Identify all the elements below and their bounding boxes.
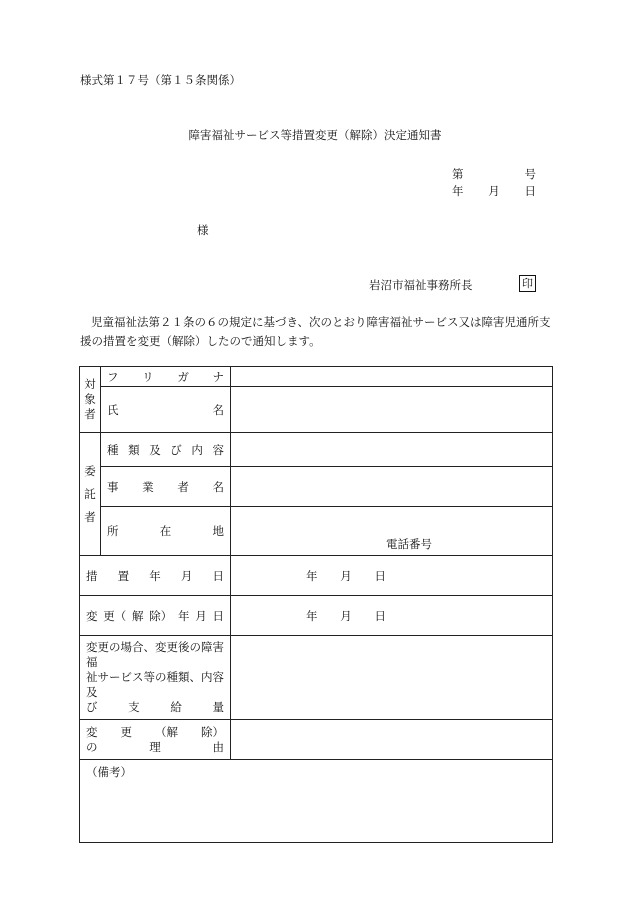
change-date-value[interactable]: 年 月 日	[231, 596, 553, 636]
date-month: 月	[488, 184, 500, 198]
document-number-line	[452, 166, 536, 182]
date-day: 日	[524, 184, 536, 198]
service-type-label: 種 類 及 び 内 容	[101, 433, 231, 467]
consignee-group-label: 委 託 者	[80, 433, 101, 556]
number-prefix: 第	[452, 167, 464, 181]
notice-table	[79, 366, 553, 843]
reason-label: 変 更 （解 除） の 理 由	[80, 720, 231, 760]
remarks-label: （備考）	[86, 765, 132, 779]
change-date-label: 変 更（ 解 除） 年 月 日	[80, 596, 231, 636]
business-name-label: 事 業 者 名	[101, 467, 231, 507]
name-label: 氏 名	[101, 387, 231, 433]
business-name-value[interactable]	[231, 467, 553, 507]
addressee-suffix: 様	[197, 223, 209, 237]
issue-date-line	[452, 183, 536, 199]
notice-body-text: 児童福祉法第２１条の６の規定に基づき、次のとおり障害福祉サービス又は障害児通所支援の措置を変更（解除）したので通知します。	[80, 315, 551, 348]
number-suffix: 号	[524, 167, 536, 181]
measure-date-label: 措 置 年 月 日	[80, 556, 231, 596]
document-title: 障害福祉サービス等措置変更（解除）決定通知書	[188, 128, 442, 142]
service-type-value[interactable]	[231, 433, 553, 467]
furigana-label: フ リ ガ ナ	[101, 367, 231, 387]
seal-mark: 印	[519, 275, 536, 292]
form-number: 様式第１７号（第１５条関係）	[80, 73, 241, 87]
date-year: 年	[452, 184, 464, 198]
subject-group-label: 対 象 者	[80, 367, 101, 433]
remarks-field[interactable]	[80, 760, 553, 843]
reason-value[interactable]	[231, 720, 553, 760]
issuer-name: 岩沼市福祉事務所長	[369, 278, 473, 292]
name-value[interactable]	[231, 387, 553, 433]
change-detail-value[interactable]	[231, 636, 553, 720]
measure-date-value[interactable]: 年 月 日	[231, 556, 553, 596]
phone-label: 電話番号	[386, 537, 432, 551]
furigana-value[interactable]	[231, 367, 553, 387]
location-label: 所 在 地	[101, 507, 231, 556]
location-value[interactable]	[231, 507, 553, 556]
change-detail-label: 変更の場合、変更後の障害福 祉サービス等の種類、内容及 び 支 給 量	[80, 636, 231, 720]
